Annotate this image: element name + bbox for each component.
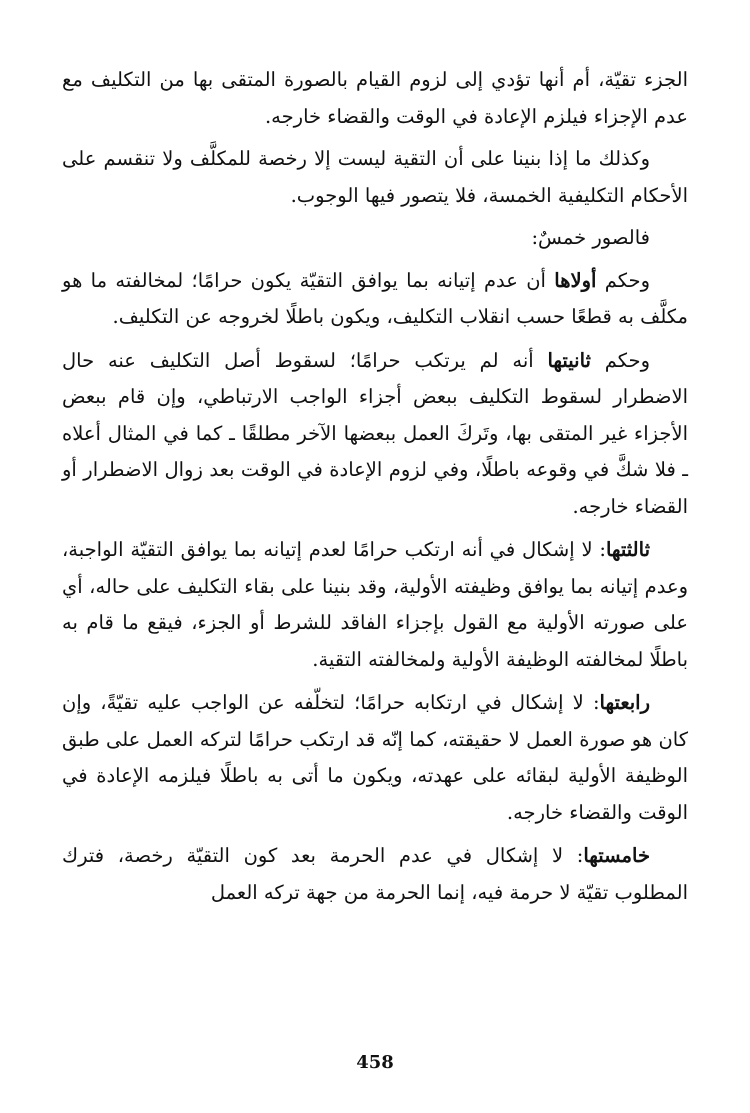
paragraph-text: : لا إشكال في أنه ارتكب حرامًا لعدم إتيانه بما يوافق التقيّة الواجبة، وعدم إتيانه بما يوافق وظيفته الأولية، وقد بنينا على بقاء التكليف على حاله، أي على صورته الأولية مع القول بإجزاء الفاقد للشرط أو الجزء، فيقع ما قام به باطلًا لمخالفته الوظيفة الأولية ولمخالفته التقية. xyxy=(62,538,688,671)
paragraph-text: الجزء تقيّة، أم أنها تؤدي إلى لزوم القيام بالصورة المتقى بها من التكليف مع عدم الإجزاء فيلزم الإعادة في الوقت والقضاء خارجه. xyxy=(62,68,688,128)
paragraph-lead: ثانيتها xyxy=(547,348,591,372)
page-number: 458 xyxy=(356,1052,394,1073)
paragraph-lead: رابعتها xyxy=(599,691,650,714)
paragraph-3 xyxy=(62,220,688,257)
paragraph-4 xyxy=(62,263,688,336)
paragraph-prefix: وحكم xyxy=(596,268,650,292)
paragraph-1 xyxy=(62,62,688,135)
paragraph-7 xyxy=(62,685,688,831)
paragraph-lead: خامستها xyxy=(583,844,650,867)
paragraph-text: وكذلك ما إذا بنينا على أن التقية ليست إلا رخصة للمكلَّف ولا تنقسم على الأحكام التكليفية الخمسة، فلا يتصور فيها الوجوب. xyxy=(62,147,688,207)
paragraph-6 xyxy=(62,532,688,678)
paragraph-text: أنه لم يرتكب حرامًا؛ لسقوط أصل التكليف عنه حال الاضطرار لسقوط التكليف ببعض أجزاء الواجب الارتباطي، وإن قام ببعض الأجزاء غير المتقى بها، وتَركَ العمل ببعضها الآخر مطلقًا ـ كما في المثال أعلاه ـ فلا شكَّ في وقوعه باطلًا، وفي لزوم الإعادة في الوقت بعد زوال الاضطرار أو القضاء خارجه. xyxy=(62,348,688,518)
paragraph-lead: أولاها xyxy=(554,268,597,292)
paragraph-5 xyxy=(62,343,688,526)
paragraph-lead: ثالثتها xyxy=(605,538,650,561)
paragraph-2 xyxy=(62,141,688,214)
paragraph-text: فالصور خمسٌ: xyxy=(531,226,650,249)
paragraph-text: أن عدم إتيانه بما يوافق التقيّة يكون حرامًا؛ لمخالفته ما هو مكلَّف به قطعًا حسب انقلاب التكليف، ويكون باطلًا لخروجه عن التكليف. xyxy=(62,268,688,328)
paragraph-text: : لا إشكال في عدم الحرمة بعد كون التقيّة رخصة، فترك المطلوب تقيّة لا حرمة فيه، إنما الحرمة من جهة تركه العمل xyxy=(62,844,688,904)
paragraph-prefix: وحكم xyxy=(590,348,650,372)
paragraph-text: : لا إشكال في ارتكابه حرامًا؛ لتخلّفه عن الواجب عليه تقيّةً، وإن كان هو صورة العمل لا حقيقته، كما إنّه قد ارتكب حرامًا لتركه العمل على طبق الوظيفة الأولية لبقائه على عهدته، ويكون ما أتى به باطلًا فيلزمه الإعادة في الوقت والقضاء خارجه. xyxy=(62,691,688,824)
paragraph-8 xyxy=(62,838,688,911)
body-text xyxy=(62,62,688,911)
